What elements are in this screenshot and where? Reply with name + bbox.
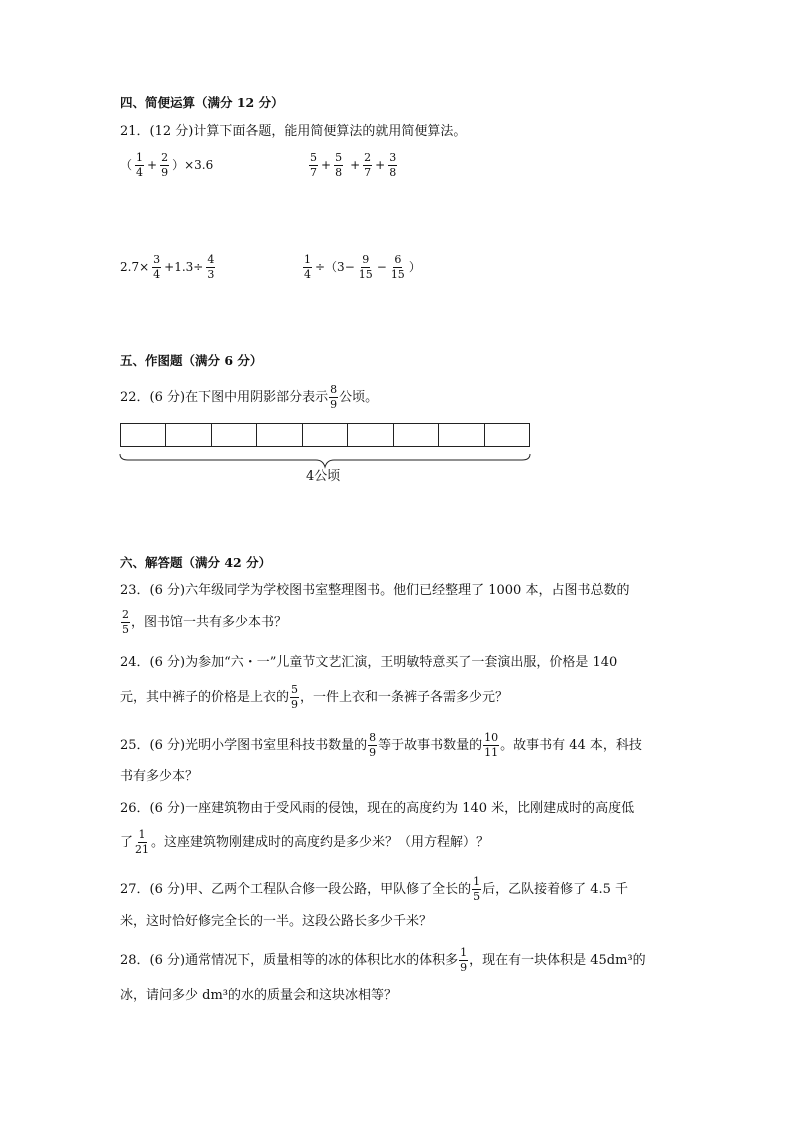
fraction: $\frac{2}{5}$ xyxy=(122,608,129,636)
grid-cell[interactable] xyxy=(485,424,529,446)
question-24-line-2: 元，其中裤子的价格是上衣的 $\frac{5}{9}$ ，一件上衣和一条裤子各需多少元？ xyxy=(120,683,509,711)
fraction: $\frac{5}{8}$ xyxy=(335,151,343,179)
question-27-line-1: 27．(6 分)甲、乙两个工程队合修一段公路，甲队修了全长的 $\frac{1}{5}$ 后，乙队接着修了 4.5 千 xyxy=(120,875,629,903)
expression-21-1: （ $\frac{1}{4}$ + $\frac{2}{9}$ ）×3.6 xyxy=(120,151,214,179)
grid-cell[interactable] xyxy=(348,424,393,446)
fraction: $\frac{3}{8}$ xyxy=(389,151,397,179)
fraction: $\frac{9}{15}$ xyxy=(358,253,373,281)
expression-21-4: $\frac{1}{4}$ ÷（3− $\frac{9}{15}$ − $\frac{6}{15}$ ） xyxy=(304,253,421,281)
fraction: $\frac{2}{7}$ xyxy=(364,151,372,179)
fraction: $\frac{1}{4}$ xyxy=(136,151,144,179)
brace-label: 4公顷 xyxy=(306,469,341,484)
area-grid xyxy=(120,423,530,447)
fraction: $\frac{4}{3}$ xyxy=(207,253,215,281)
question-22: 22．(6 分)在下图中用阴影部分表示 $\frac{8}{9}$ 公顷。 xyxy=(120,383,379,411)
grid-cell[interactable] xyxy=(121,424,166,446)
expression-21-2: $\frac{5}{7}$ + $\frac{5}{8}$ + $\frac{2}{7}$ + $\frac{3}{8}$ xyxy=(310,151,397,179)
fraction: $\frac{1}{5}$ xyxy=(473,875,481,903)
brace-icon xyxy=(118,452,532,470)
question-23-line-1: 23．(6 分)六年级同学为学校图书室整理图书。他们已经整理了 1000 本，占图书总数的 xyxy=(120,583,630,598)
fraction: $\frac{1}{9}$ xyxy=(460,946,468,974)
grid-cell[interactable] xyxy=(257,424,302,446)
question-21: 21．(12 分)计算下面各题，能用简便算法的就用简便算法。 xyxy=(120,124,467,139)
question-26-line-2: 了 $\frac{1}{21}$ 。这座建筑物刚建成时的高度约是多少米？（用方程解）？ xyxy=(120,828,490,856)
fraction: $\frac{6}{15}$ xyxy=(390,253,405,281)
fraction: $\frac{2}{9}$ xyxy=(161,151,169,179)
grid-cell[interactable] xyxy=(166,424,211,446)
question-24-line-1: 24．(6 分)为参加“六・一”儿童节文艺汇演，王明敏特意买了一套演出服，价格是 140 xyxy=(120,655,618,670)
fraction: $\frac{1}{4}$ xyxy=(304,253,311,281)
fraction: $\frac{10}{11}$ xyxy=(484,731,499,759)
grid-cell[interactable] xyxy=(439,424,484,446)
grid-cell[interactable] xyxy=(394,424,439,446)
grid-cell[interactable] xyxy=(212,424,257,446)
question-27-line-2: 米，这时恰好修完全长的一半。这段公路长多少千米？ xyxy=(120,914,433,929)
section-6-title: 六、解答题（满分 42 分） xyxy=(120,555,272,570)
fraction: $\frac{1}{21}$ xyxy=(135,828,150,856)
question-25-line-2: 书有多少本？ xyxy=(120,769,199,784)
section-5-title: 五、作图题（满分 6 分） xyxy=(120,353,263,368)
question-28-line-2: 冰，请问多少 dm³的水的质量会和这块冰相等？ xyxy=(120,988,397,1003)
expression-21-3: 2.7× $\frac{3}{4}$ +1.3÷ $\frac{4}{3}$ xyxy=(120,253,215,281)
question-25-line-1: 25．(6 分)光明小学图书室里科技书数量的 $\frac{8}{9}$ 等于故事书数量的 $\frac{10}{11}$ 。故事书有 44 本，科技 xyxy=(120,731,642,759)
section-4-title: 四、简便运算（满分 12 分） xyxy=(120,95,284,110)
fraction: $\frac{3}{4}$ xyxy=(153,253,161,281)
grid-cell[interactable] xyxy=(303,424,348,446)
fraction: $\frac{8}{9}$ xyxy=(369,731,377,759)
question-28-line-1: 28．(6 分)通常情况下，质量相等的冰的体积比水的体积多 $\frac{1}{9}$ ，现在有一块体积是 45dm³的 xyxy=(120,946,646,974)
question-23-line-2: $\frac{2}{5}$ ，图书馆一共有多少本书？ xyxy=(122,608,288,636)
fraction: $\frac{5}{9}$ xyxy=(291,683,299,711)
question-26-line-1: 26．(6 分)一座建筑物由于受风雨的侵蚀，现在的高度约为 140 米，比刚建成时的高度低 xyxy=(120,801,635,816)
fraction: $\frac{8}{9}$ xyxy=(330,383,338,411)
fraction: $\frac{5}{7}$ xyxy=(310,151,317,179)
